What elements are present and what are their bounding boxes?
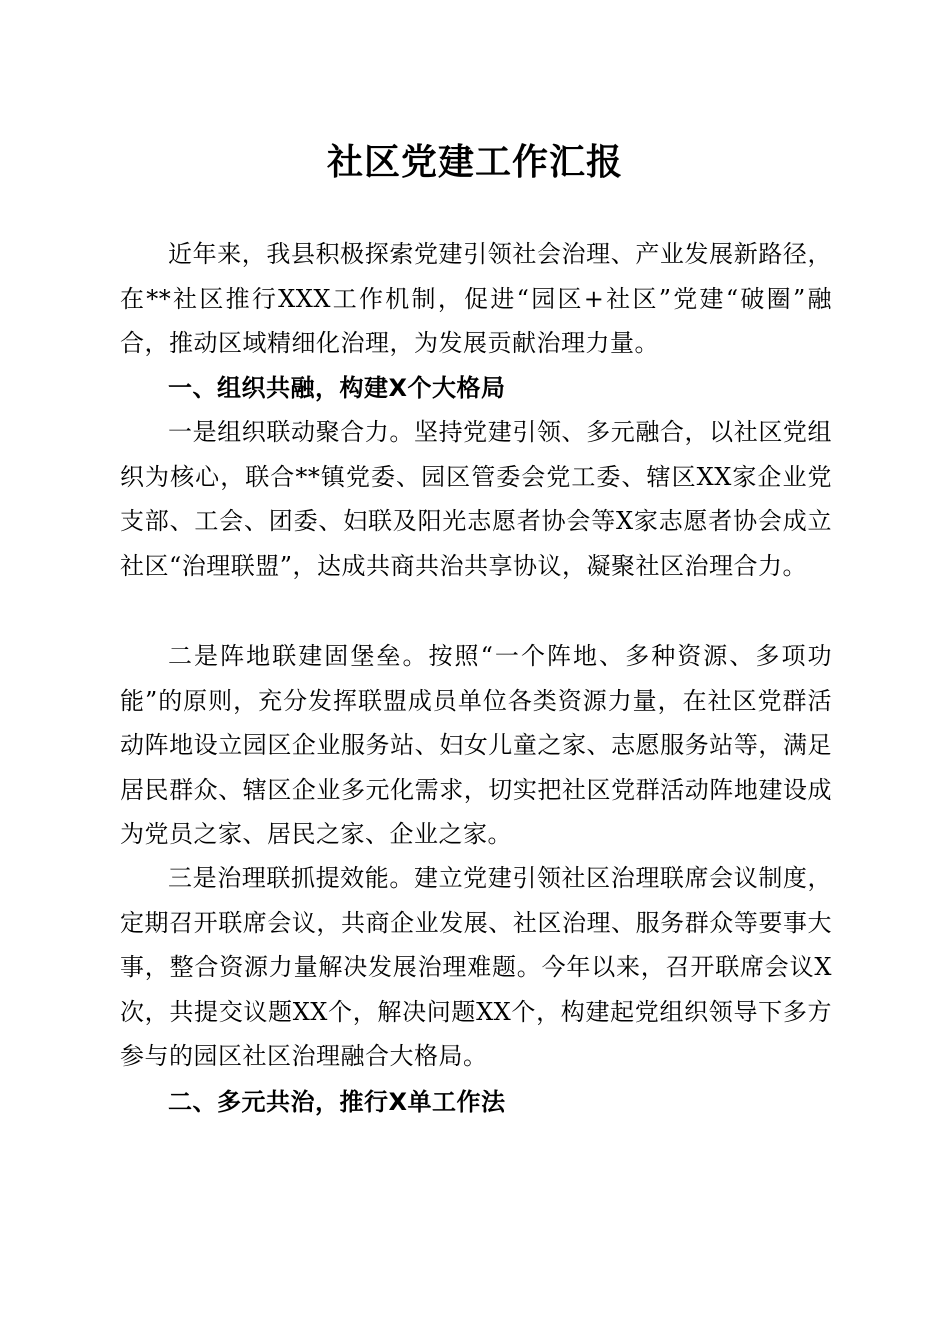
item-2-text: 按照“一个阵地、多种资源、多项功能”的原则，充分发挥联盟成员单位各类资源力量，在社区党群活动阵地设立园区企业服务站、妇女儿童之家、志愿服务站等，满足居民群众、辖区企业多元化需求，切实把社区党群活动阵地建设成为党员之家、居民之家、企业之家。 (120, 642, 832, 848)
section-1-heading-block (120, 366, 832, 411)
section-1-item-2 (120, 634, 832, 857)
item-3-lead: 三是治理联抓提效能。 (168, 864, 414, 892)
item-1-text: 坚持党建引领、多元融合，以社区党组织为核心，联合**镇党委、园区管委会党工委、辖区XX家企业党支部、工会、团委、妇联及阳光志愿者协会等X家志愿者协会成立社区“治理联盟”，达成共商共治共享协议，凝聚社区治理合力。 (120, 418, 833, 580)
section-1-item-1 (120, 410, 832, 588)
item-3-text: 建立党建引领社区治理联席会议制度，定期召开联席会议，共商企业发展、社区治理、服务群众等要事大事，整合资源力量解决发展治理难题。今年以来，召开联席会议X次，共提交议题XX个，解决问题XX个，构建起党组织领导下多方参与的园区社区治理融合大格局。 (120, 864, 833, 1070)
section-2-heading: 二、多元共治，推行X单工作法 (168, 1088, 506, 1116)
section-2-heading-block (120, 1080, 832, 1125)
section-1-item-3-block (120, 856, 832, 1079)
section-1-item-1-block (120, 410, 832, 588)
item-1-lead: 一是组织联动聚合力。 (168, 418, 414, 446)
intro-paragraph-block (120, 232, 832, 366)
document-title: 社区党建工作汇报 (326, 141, 623, 183)
item-2-lead: 二是阵地联建固堡垒。 (168, 642, 429, 670)
section-1-item-3 (120, 856, 832, 1079)
section-1-heading: 一、组织共融，构建X个大格局 (168, 374, 506, 402)
intro-paragraph: 近年来，我县积极探索党建引领社会治理、产业发展新路径，在**社区推行XXX工作机制，促进“园区+社区”党建“破圈”融合，推动区域精细化治理，为发展贡献治理力量。 (120, 240, 832, 357)
section-1-item-2-block (120, 634, 832, 857)
